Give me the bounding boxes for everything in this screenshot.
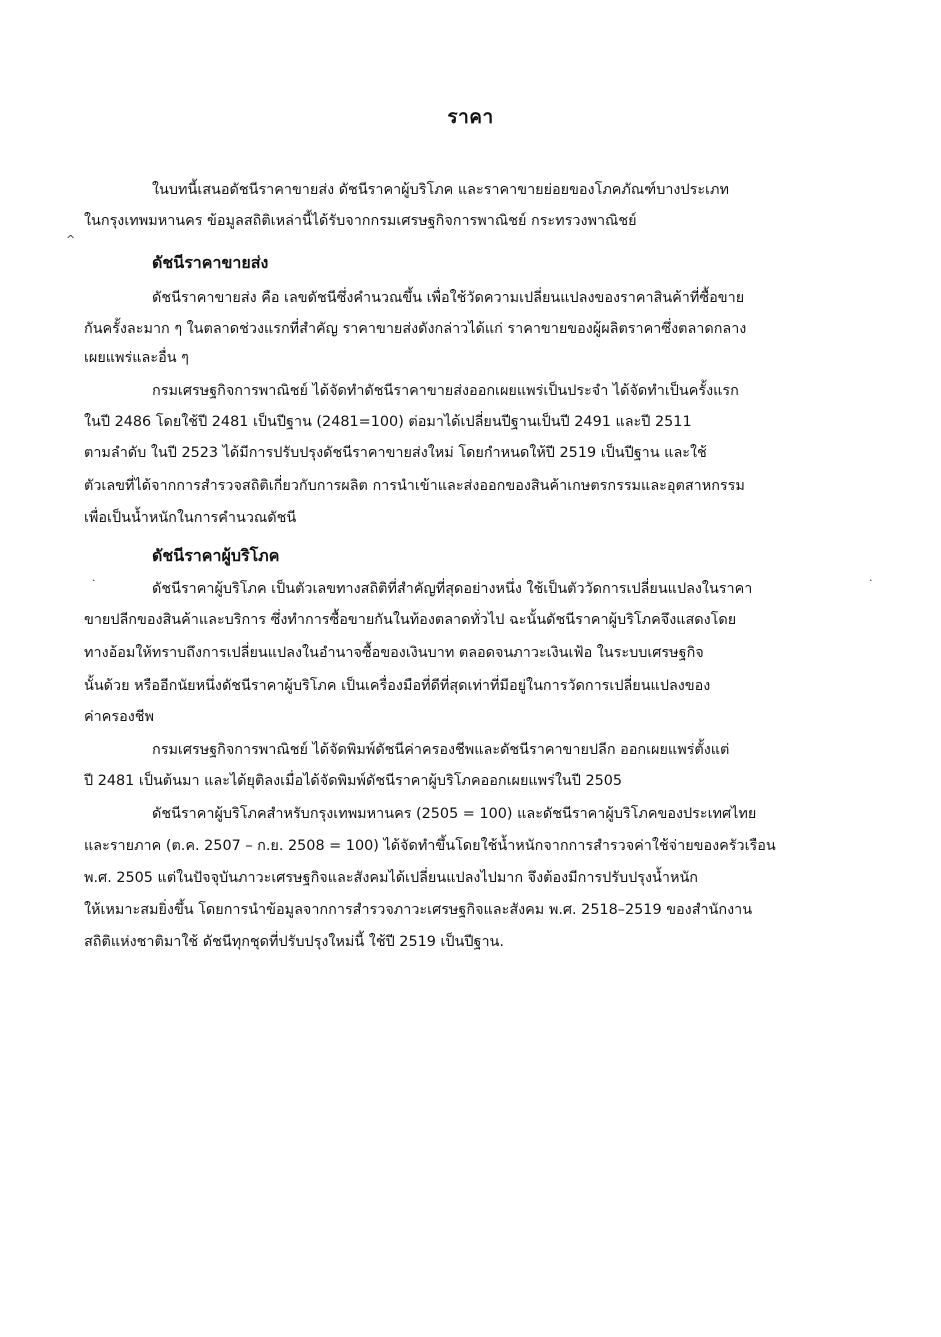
wholesale-p1-line-1: ดัชนีราคาขายส่ง คือ เลขดัชนีซึ่งคำนวณขึ้น เพื่อใช้วัดความเปลี่ยนแปลงของราคาสินค้าที่ซื้อขาย (152, 290, 745, 306)
consumer-p1-line-1: ดัชนีราคาผู้บริโภค เป็นตัวเลขทางสถิติที่สำคัญที่สุดอย่างหนึ่ง ใช้เป็นตัววัดการเปลี่ยนแปลงในราคา (152, 581, 753, 597)
wholesale-p2-line-1: กรมเศรษฐกิจการพาณิชย์ ได้จัดทำดัชนีราคาขายส่งออกเผยแพร่เป็นประจำ ได้จัดทำเป็นครั้งแรก (152, 383, 739, 399)
consumer-p1-line-3: ทางอ้อมให้ทราบถึงการเปลี่ยนแปลงในอำนาจซื้อของเงินบาท ตลอดจนภาวะเงินเฟ้อ ในระบบเศรษฐกิจ (84, 645, 704, 661)
consumer-p3-line-2: และรายภาค (ต.ค. 2507 – ก.ย. 2508 = 100) ได้จัดทำขึ้นโดยใช้น้ำหนักจากการสำรวจค่าใช้จ่ายของครัวเรือน (84, 838, 776, 854)
consumer-p3-line-3: พ.ศ. 2505 แต่ในปัจจุบันภาวะเศรษฐกิจและสังคมได้เปลี่ยนแปลงไปมาก จึงต้องมีการปรับปรุงน้ำหนัก (84, 870, 699, 886)
wholesale-p1-line-3: เผยแพร่และอื่น ๆ (84, 350, 189, 366)
consumer-p3-line-4: ให้เหมาะสมยิ่งขึ้น โดยการนำข้อมูลจากการสำรวจภาวะเศรษฐกิจและสังคม พ.ศ. 2518–2519 ของสำนักงาน (84, 902, 753, 918)
consumer-p3-line-5: สถิติแห่งชาติมาใช้ ดัชนีทุกชุดที่ปรับปรุงใหม่นี้ ใช้ปี 2519 เป็นปีฐาน. (84, 934, 504, 950)
consumer-p1-line-5: ค่าครองชีพ (84, 709, 154, 725)
wholesale-p2-line-4: ตัวเลขที่ได้จากการสำรวจสถิติเกี่ยวกับการผลิต การนำเข้าและส่งออกของสินค้าเกษตรกรรมและอุตสาหกรรม (84, 478, 745, 494)
wholesale-p2-line-2: ในปี 2486 โดยใช้ปี 2481 เป็นปีฐาน (2481=100) ต่อมาได้เปลี่ยนปีฐานเป็นปี 2491 และปี 2511 (84, 414, 692, 430)
consumer-p1-line-4: นั้นด้วย หรืออีกนัยหนึ่งดัชนีราคาผู้บริโภค เป็นเครื่องมือที่ดีที่สุดเท่าที่มีอยู่ในการวัดการเปลี่ยนแปลงของ (84, 678, 711, 694)
intro-line-2: ในกรุงเทพมหานคร ข้อมูลสถิติเหล่านี้ได้รับจากกรมเศรษฐกิจการพาณิชย์ กระทรวงพาณิชย์ (84, 213, 637, 229)
consumer-p2-line-1: กรมเศรษฐกิจการพาณิชย์ ได้จัดพิมพ์ดัชนีค่าครองชีพและดัชนีราคาขายปลีก ออกเผยแพร่ตั้งแต่ (152, 742, 730, 758)
page-title: ราคา (447, 106, 494, 128)
wholesale-p2-line-5: เพื่อเป็นน้ำหนักในการคำนวณดัชนี (84, 510, 297, 526)
consumer-p3-line-1: ดัชนีราคาผู้บริโภคสำหรับกรุงเทพมหานคร (2505 = 100) และดัชนีราคาผู้บริโภคของประเทศไทย (152, 806, 757, 822)
consumer-p1-line-2: ขายปลีกของสินค้าและบริการ ซึ่งทำการซื้อขายกันในท้องตลาดทั่วไป ฉะนั้นดัชนีราคาผู้บริโภคจึงแสดงโดย (84, 612, 737, 628)
scan-speck: · (869, 574, 873, 587)
wholesale-heading: ดัชนีราคาขายส่ง (152, 253, 269, 272)
scan-speck: ^ (66, 233, 76, 246)
scan-speck: · (92, 574, 96, 587)
consumer-p2-line-2: ปี 2481 เป็นต้นมา และได้ยุติลงเมื่อได้จัดพิมพ์ดัชนีราคาผู้บริโภคออกเผยแพร่ในปี 2505 (84, 773, 623, 789)
consumer-heading: ดัชนีราคาผู้บริโภค (152, 546, 280, 565)
wholesale-p2-line-3: ตามลำดับ ในปี 2523 ได้มีการปรับปรุงดัชนีราคาขายส่งใหม่ โดยกำหนดให้ปี 2519 เป็นปีฐาน และใช้ (84, 445, 707, 461)
intro-line-1: ในบทนี้เสนอดัชนีราคาขายส่ง ดัชนีราคาผู้บริโภค และราคาขายย่อยของโภคภัณฑ์บางประเภท (152, 182, 729, 198)
wholesale-p1-line-2: กันครั้งละมาก ๆ ในตลาดช่วงแรกที่สำคัญ ราคาขายส่งดังกล่าวได้แก่ ราคาขายของผู้ผลิตราคาซึ่งตลาดกลาง (84, 321, 747, 337)
